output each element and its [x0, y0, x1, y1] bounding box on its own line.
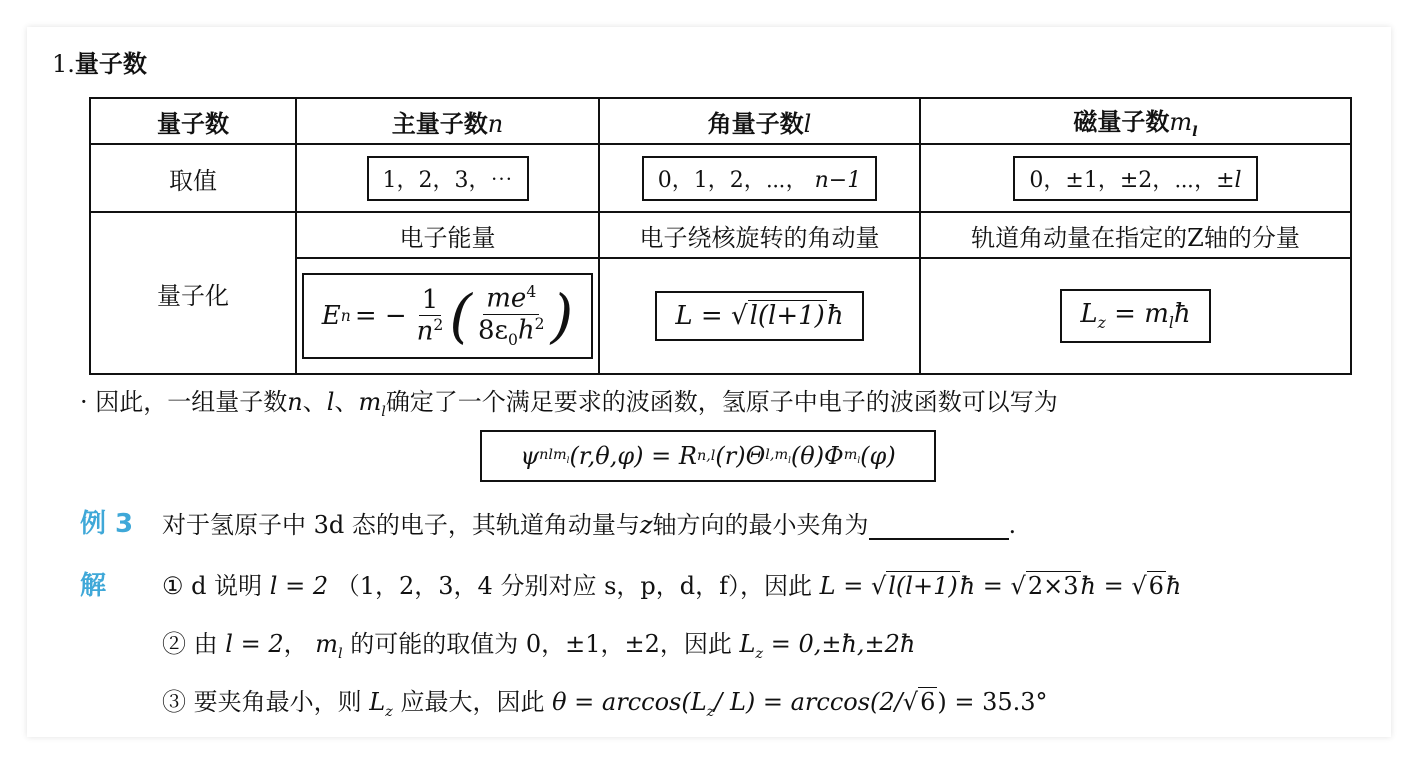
formula-Lz-cell: $L_z$ = $m_lħ$: [920, 258, 1351, 374]
bullet-paragraph: · 因此，一组量子数n、l、$m_l$确定了一个满足要求的波函数，氢原子中电子的波函数可以写为: [80, 388, 1058, 420]
row-label-values: 取值: [90, 144, 296, 212]
section-heading: [52, 44, 147, 79]
solution-step-3: ③ 要夹角最小，则 $L_z$ 应最大，因此 $\theta = \arccos(L_z/$ L) = arccos(2/√6) = 35.3°: [162, 688, 1048, 720]
value-angular: 0，1，2，⋯， n−1: [599, 144, 920, 212]
quant-title-energy: 电子能量: [296, 212, 599, 258]
value-principal: 1，2，3，⋯: [296, 144, 599, 212]
formula-L-cell: L = √l(l+1)ħ: [599, 258, 920, 374]
section-title: 量子数: [74, 49, 147, 78]
section-number: 1.: [52, 50, 75, 78]
row-label-quantization: 量子化: [90, 212, 296, 374]
quant-title-angular-momentum: 电子绕核旋转的角动量: [599, 212, 920, 258]
solution-step-2: ② 由 l = 2， $m_l$ 的可能的取值为 0，±1，±2，因此 $L_z$ = 0,±ħ,±2ħ: [162, 630, 916, 662]
wavefunction-formula: ψ nlm$_l$ (r,θ,φ) = R n,l (r)Θ $l,m_l$ (θ)Φ $m_l$ (φ): [480, 430, 936, 482]
value-magnetic: 0，±1，±2，⋯，±l: [920, 144, 1351, 212]
quant-title-z-component: 轨道角动量在指定的Z轴的分量: [920, 212, 1351, 258]
header-principal: 主量子数n: [296, 98, 599, 144]
solution-step-1: ① d 说明 l = 2 （1，2，3，4 分别对应 s，p，d，f），因此 L = √l(l+1)ħ = √2×3ħ = √6ħ: [162, 572, 1182, 600]
example-tag: 例 3: [80, 509, 134, 539]
answer-blank: [869, 514, 1009, 540]
quantum-number-table: [89, 97, 1352, 375]
formula-energy-cell: E n = − $\frac{1}{n^2}$ ( $\frac{me^4}{8\varepsilon_0h^2}$ ): [296, 258, 599, 374]
example-text: 对于氢原子中 3d 态的电子，其轨道角动量与z轴方向的最小夹角为 .: [162, 511, 1017, 539]
header-angular: 角量子数l: [599, 98, 920, 144]
solution-tag: 解: [80, 571, 107, 601]
header-magnetic: 磁量子数$m_l$: [920, 98, 1351, 144]
header-quantum-number: 量子数: [90, 98, 296, 144]
